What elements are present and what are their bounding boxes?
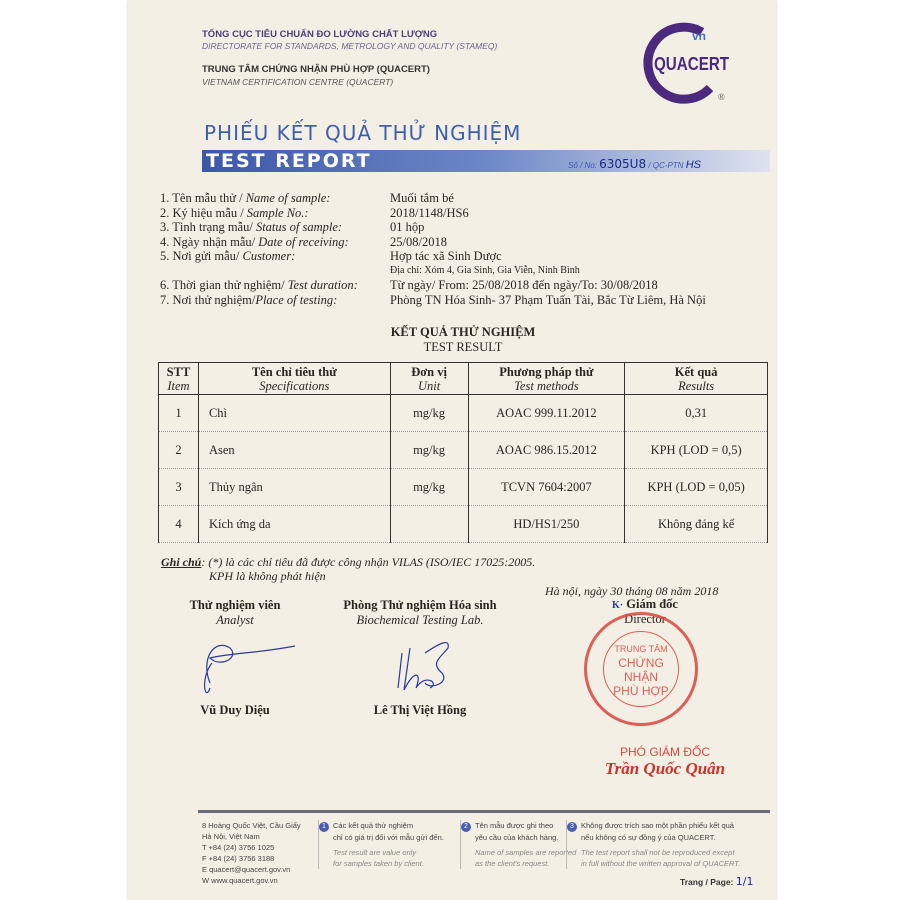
column-header-en: Results xyxy=(678,378,715,393)
info-label-vn: 5. Nơi gửi mẫu/ xyxy=(160,249,243,263)
note-line2: KPH là không phát hiện xyxy=(209,569,326,583)
table-cell: Không đáng kể xyxy=(625,506,768,543)
footer-note-en1: The test report shall not be reproduced except xyxy=(581,848,735,857)
info-value: 25/08/2018 xyxy=(390,234,447,249)
footer-website[interactable]: W www.quacert.gov.vn xyxy=(202,876,278,885)
table-cell xyxy=(390,506,468,543)
info-value: Phòng TN Hóa Sinh- 37 Phạm Tuấn Tài, Bắc Từ Liêm, Hà Nội xyxy=(390,292,706,307)
table-cell: Asen xyxy=(198,432,390,469)
title-vn: PHIẾU KẾT QUẢ THỬ NGHIỆM xyxy=(204,121,522,145)
column-header-en: Item xyxy=(167,378,190,393)
info-value: Từ ngày/ From: 25/08/2018 đến ngày/To: 30/08/2018 xyxy=(390,278,658,292)
info-value: Muối tắm bé xyxy=(390,191,454,205)
table-cell: Thủy ngân xyxy=(198,469,390,506)
report-no-hand: HS xyxy=(685,159,701,171)
table-cell: 3 xyxy=(159,469,199,506)
analyst-block xyxy=(170,598,300,718)
footer-note-en2: for samples taken by client. xyxy=(333,859,424,868)
footer-note-vn1: Tên mẫu được ghi theo xyxy=(475,821,554,830)
table-row xyxy=(159,395,768,432)
info-label-en: Date of receiving: xyxy=(258,234,349,249)
footer-note xyxy=(318,820,444,869)
info-sub: Địa chỉ: Xóm 4, Gia Sinh, Gia Viễn, Ninh Bình xyxy=(390,264,580,276)
info-label-en: Name of sample: xyxy=(245,191,331,205)
column-header xyxy=(625,363,768,395)
results-table xyxy=(158,362,768,543)
title-en: TEST REPORT xyxy=(206,150,372,172)
info-label-vn: 1. Tên mẫu thử / xyxy=(160,191,246,205)
footer-note-number: 3 xyxy=(567,822,577,832)
lab-signature xyxy=(330,628,510,698)
column-header-vn: Kết quả xyxy=(674,364,718,379)
column-header xyxy=(468,363,625,395)
info-value: 2018/1148/HS6 xyxy=(390,205,469,220)
stamp-line2: CHỨNG NHẬN xyxy=(618,656,664,684)
info-row xyxy=(160,249,706,278)
info-label-en: Status of sample: xyxy=(255,220,343,234)
column-header-vn: Tên chỉ tiêu thử xyxy=(251,364,337,379)
org-en: DIRECTORATE FOR STANDARDS, METROLOGY AND QUALITY (STAMEQ) xyxy=(202,41,498,51)
footer-divider xyxy=(198,810,770,813)
column-header-vn: Đơn vị xyxy=(411,364,447,379)
table-cell: 0,31 xyxy=(625,395,768,432)
report-number xyxy=(568,157,701,171)
info-label-en: Test duration: xyxy=(287,278,358,292)
footer-note-en1: Test result are value only xyxy=(333,848,417,857)
analyst-title: Thử nghiệm viên xyxy=(189,598,281,612)
director-prefix: K· xyxy=(612,600,624,611)
deputy-block xyxy=(580,745,750,779)
info-value-wrap xyxy=(390,249,580,278)
info-label-en: Place of testing: xyxy=(255,292,338,307)
table-cell: AOAC 986.15.2012 xyxy=(468,432,625,469)
info-label-vn: 7. Nơi thử nghiệm/ xyxy=(160,292,256,307)
footer-note-en2: in full without the written approval of QUACERT. xyxy=(581,859,741,868)
footer-note xyxy=(460,820,576,869)
results-title-vn: KẾT QUẢ THỬ NGHIỆM xyxy=(390,325,536,339)
info-label xyxy=(160,278,390,293)
director-title-en: Director xyxy=(624,612,666,626)
centre-en: VIETNAM CERTIFICATION CENTRE (QUACERT) xyxy=(202,77,394,87)
table-cell: 4 xyxy=(159,506,199,543)
footer-fax: F +84 (24) 3756 3188 xyxy=(202,854,275,863)
sign-date: Hà nội, ngày 30 tháng 08 năm 2018 xyxy=(545,584,719,598)
info-value-wrap xyxy=(390,206,469,221)
footer-email[interactable]: E quacert@quacert.gov.vn xyxy=(202,865,291,874)
info-label-en: Sample No.: xyxy=(246,205,309,220)
org-vn: TỔNG CỤC TIÊU CHUẨN ĐO LƯỜNG CHẤT LƯỢNG xyxy=(202,29,438,40)
page-label: Trang / Page: xyxy=(680,877,734,887)
report-no-label: Số / No: xyxy=(568,161,597,170)
footer-phone: T +84 (24) 3756 1025 xyxy=(202,843,275,852)
info-value-wrap xyxy=(390,220,424,235)
table-cell: HD/HS1/250 xyxy=(468,506,625,543)
note-label: Ghi chú xyxy=(161,555,202,569)
info-label xyxy=(160,249,390,278)
svg-text:QUACERT: QUACERT xyxy=(654,53,730,75)
stamp-line1: TRUNG TÂM xyxy=(614,644,668,654)
footer-note-en2: as the client's request. xyxy=(475,859,550,868)
footer-contact xyxy=(202,820,301,886)
footer-note-vn2: chỉ có giá trị đối với mẫu gửi đến. xyxy=(333,833,444,842)
footer-note-vn1: Không được trích sao một phần phiếu kết quả xyxy=(581,821,734,830)
column-header-en: Unit xyxy=(417,378,441,393)
info-label-en: Customer: xyxy=(242,249,296,263)
column-header-en: Specifications xyxy=(259,378,330,393)
info-row xyxy=(160,206,706,221)
svg-text:vn: vn xyxy=(692,29,707,43)
footer-note-en1: Name of samples are reported xyxy=(475,848,577,857)
column-header xyxy=(390,363,468,395)
table-cell: 2 xyxy=(159,432,199,469)
table-cell: 1 xyxy=(159,395,199,432)
footer-note xyxy=(566,820,740,869)
info-label xyxy=(160,191,390,206)
centre-vn: TRUNG TÂM CHỨNG NHẬN PHÙ HỢP (QUACERT) xyxy=(202,64,430,75)
footer-address1: 8 Hoàng Quốc Việt, Cầu Giấy xyxy=(202,821,301,830)
lab-title-en: Biochemical Testing Lab. xyxy=(356,613,484,627)
quacert-logo xyxy=(640,22,730,104)
info-row xyxy=(160,220,706,235)
deputy-title: PHÓ GIÁM ĐỐC xyxy=(619,745,710,759)
stamp-line3: PHÙ HỢP xyxy=(613,684,669,698)
info-label-vn: 3. Tình trạng mẫu/ xyxy=(160,220,256,234)
note xyxy=(161,555,535,583)
results-title-en: TEST RESULT xyxy=(423,340,503,354)
sample-info xyxy=(160,191,706,307)
lab-name: Lê Thị Việt Hồng xyxy=(373,703,467,717)
info-row xyxy=(160,235,706,250)
page-value: 1/1 xyxy=(735,875,754,888)
table-cell: TCVN 7604:2007 xyxy=(468,469,625,506)
footer-note-number: 1 xyxy=(319,822,329,832)
info-row xyxy=(160,191,706,206)
info-row xyxy=(160,278,706,293)
page-number xyxy=(680,875,753,888)
table-cell: KPH (LOD = 0,05) xyxy=(625,469,768,506)
column-header xyxy=(159,363,199,395)
official-stamp xyxy=(584,612,698,726)
table-cell: mg/kg xyxy=(390,432,468,469)
report-no-value: 6305U8 xyxy=(599,157,647,171)
analyst-title-en: Analyst xyxy=(216,613,254,627)
deputy-name: Trần Quốc Quân xyxy=(604,759,726,778)
info-value-wrap xyxy=(390,293,706,308)
info-label xyxy=(160,220,390,235)
footer-address2: Hà Nội, Việt Nam xyxy=(202,832,260,841)
table-cell: mg/kg xyxy=(390,395,468,432)
director-title: Giám đốc xyxy=(626,597,678,611)
table-cell: mg/kg xyxy=(390,469,468,506)
table-cell: Kích ứng da xyxy=(198,506,390,543)
column-header-vn: STT xyxy=(166,364,191,379)
info-row xyxy=(160,293,706,308)
info-value: 01 hộp xyxy=(390,220,425,234)
column-header-en: Test methods xyxy=(514,378,579,393)
analyst-name: Vũ Duy Diệu xyxy=(200,703,270,717)
footer-note-number: 2 xyxy=(461,822,471,832)
results-heading xyxy=(158,325,768,355)
footer-note-vn1: Các kết quả thử nghiệm xyxy=(333,821,414,830)
table-row xyxy=(159,469,768,506)
table-cell: AOAC 999.11.2012 xyxy=(468,395,625,432)
note-line1: : (*) là các chỉ tiêu đã được công nhận VILAS (ISO/IEC 17025:2005. xyxy=(201,555,536,569)
column-header xyxy=(198,363,390,395)
table-row xyxy=(159,506,768,543)
footer-note-vn2: nếu không có sự đồng ý của QUACERT. xyxy=(581,833,716,842)
info-label-vn: 2. Ký hiệu mẫu / xyxy=(160,205,247,220)
info-value-wrap xyxy=(390,278,658,293)
table-cell: KPH (LOD = 0,5) xyxy=(625,432,768,469)
info-label xyxy=(160,206,390,221)
info-value: Hợp tác xã Sinh Dược xyxy=(390,249,502,263)
info-value-wrap xyxy=(390,235,447,250)
column-header-vn: Phương pháp thử xyxy=(499,364,594,379)
svg-text:®: ® xyxy=(718,92,725,102)
lab-title: Phòng Thử nghiệm Hóa sinh xyxy=(343,598,497,612)
info-value-wrap xyxy=(390,191,454,206)
report-no-suffix: / QC-PTN xyxy=(648,161,684,170)
table-cell: Chì xyxy=(198,395,390,432)
table-row xyxy=(159,432,768,469)
info-label-vn: 4. Ngày nhận mẫu/ xyxy=(160,234,259,249)
info-label xyxy=(160,235,390,250)
info-label xyxy=(160,293,390,308)
lab-block xyxy=(330,598,510,718)
footer-note-vn2: yêu cầu của khách hàng. xyxy=(475,833,559,842)
info-label-vn: 6. Thời gian thử nghiệm/ xyxy=(160,278,288,292)
analyst-signature xyxy=(170,628,300,698)
